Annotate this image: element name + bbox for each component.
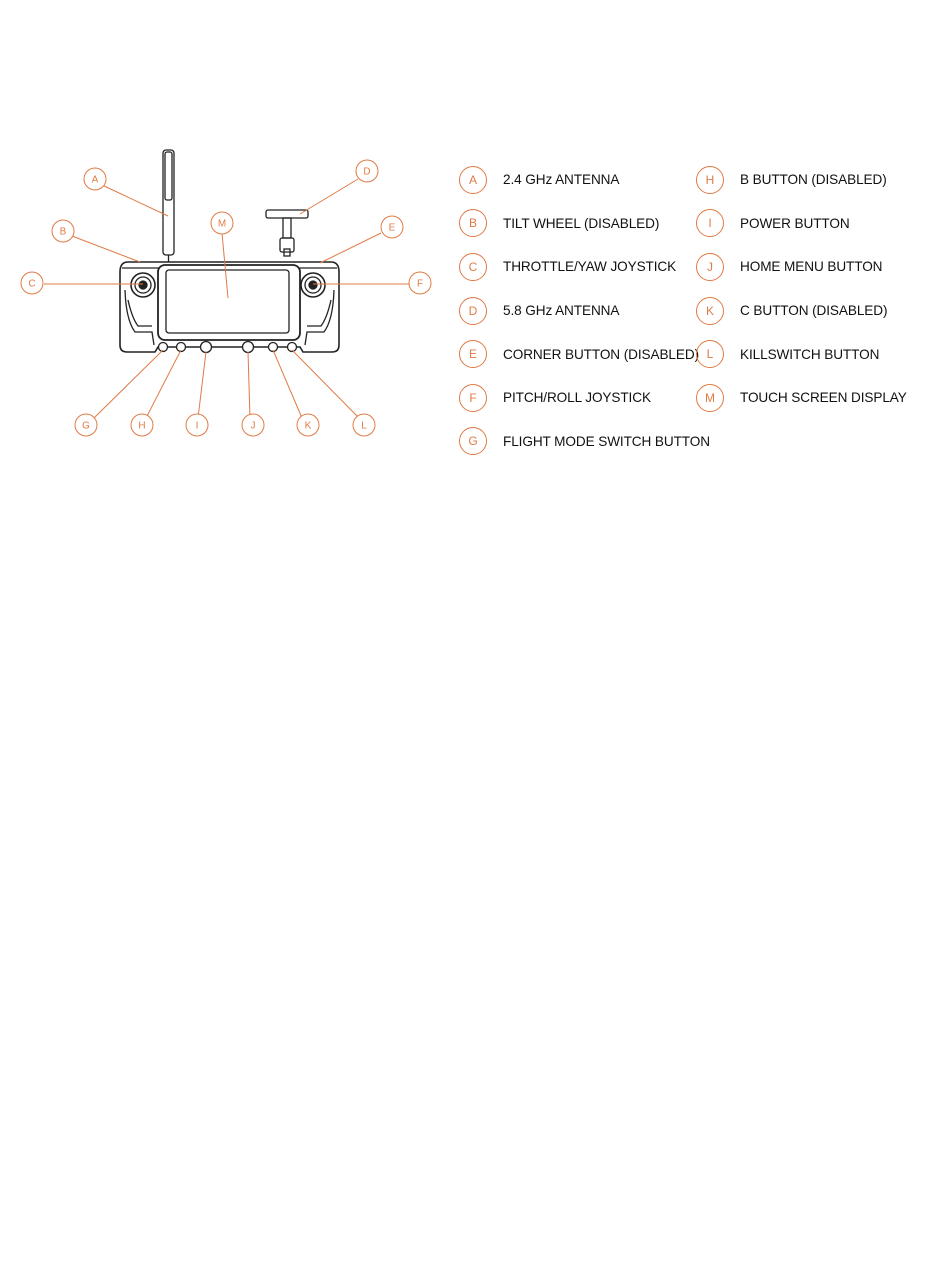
callout-h-letter: H <box>138 420 146 432</box>
callout-k-letter: K <box>304 420 312 432</box>
legend-badge-d: D <box>459 297 487 325</box>
legend-item-f <box>459 376 710 420</box>
throttle-yaw-joystick <box>131 273 155 297</box>
legend-right-column <box>696 158 907 420</box>
legend-item-m <box>696 376 907 420</box>
callout-j-letter: J <box>250 420 256 432</box>
legend-item-b <box>459 202 710 246</box>
legend-badge-b: B <box>459 209 487 237</box>
legend-item-c <box>459 245 710 289</box>
callout-c-letter: C <box>28 278 36 290</box>
callout-a-letter: A <box>91 174 99 186</box>
callout-b-letter: B <box>59 226 67 238</box>
legend-label-b: TILT WHEEL (DISABLED) <box>503 215 660 231</box>
legend-label-h: B BUTTON (DISABLED) <box>740 172 887 188</box>
touch-screen-display <box>158 265 300 340</box>
legend-label-a: 2.4 GHz ANTENNA <box>503 172 620 188</box>
legend-label-l: KILLSWITCH BUTTON <box>740 346 880 362</box>
legend-badge-m: M <box>696 384 724 412</box>
legend-label-k: C BUTTON (DISABLED) <box>740 303 888 319</box>
legend-item-g <box>459 420 710 464</box>
legend-label-i: POWER BUTTON <box>740 215 850 231</box>
callout-d-letter: D <box>363 166 371 178</box>
legend-badge-h: H <box>696 166 724 194</box>
callout-m-letter: M <box>217 218 227 230</box>
antenna-5-8ghz <box>266 210 308 256</box>
legend-label-j: HOME MENU BUTTON <box>740 259 883 275</box>
legend-badge-g: G <box>459 427 487 455</box>
legend-badge-f: F <box>459 384 487 412</box>
legend-item-l <box>696 332 907 376</box>
callout-f-letter: F <box>416 278 424 290</box>
callout-i-letter: I <box>195 420 199 432</box>
power-button <box>201 342 212 353</box>
legend-badge-l: L <box>696 340 724 368</box>
legend-label-c: THROTTLE/YAW JOYSTICK <box>503 259 677 275</box>
legend-item-d <box>459 289 710 333</box>
legend-item-h <box>696 158 907 202</box>
legend-label-f: PITCH/ROLL JOYSTICK <box>503 390 651 406</box>
legend-badge-e: E <box>459 340 487 368</box>
home-menu-button <box>243 342 254 353</box>
legend-label-e: CORNER BUTTON (DISABLED) <box>503 346 699 362</box>
callout-l-letter: L <box>361 420 367 432</box>
legend-item-i <box>696 202 907 246</box>
callout-g-letter: G <box>82 420 90 432</box>
antenna-2-4ghz <box>163 150 174 262</box>
legend-badge-j: J <box>696 253 724 281</box>
legend-label-d: 5.8 GHz ANTENNA <box>503 303 620 319</box>
pitch-roll-joystick <box>301 273 325 297</box>
legend-badge-c: C <box>459 253 487 281</box>
legend-label-g: FLIGHT MODE SWITCH BUTTON <box>503 433 710 449</box>
legend-left-column <box>459 158 710 463</box>
legend-item-k <box>696 289 907 333</box>
legend-item-e <box>459 332 710 376</box>
callout-e-letter: E <box>388 222 396 234</box>
legend-item-a <box>459 158 710 202</box>
legend-badge-i: I <box>696 209 724 237</box>
controller-diagram <box>0 0 440 450</box>
legend-item-j <box>696 245 907 289</box>
legend-badge-k: K <box>696 297 724 325</box>
legend-label-m: TOUCH SCREEN DISPLAY <box>740 390 907 406</box>
legend-badge-a: A <box>459 166 487 194</box>
